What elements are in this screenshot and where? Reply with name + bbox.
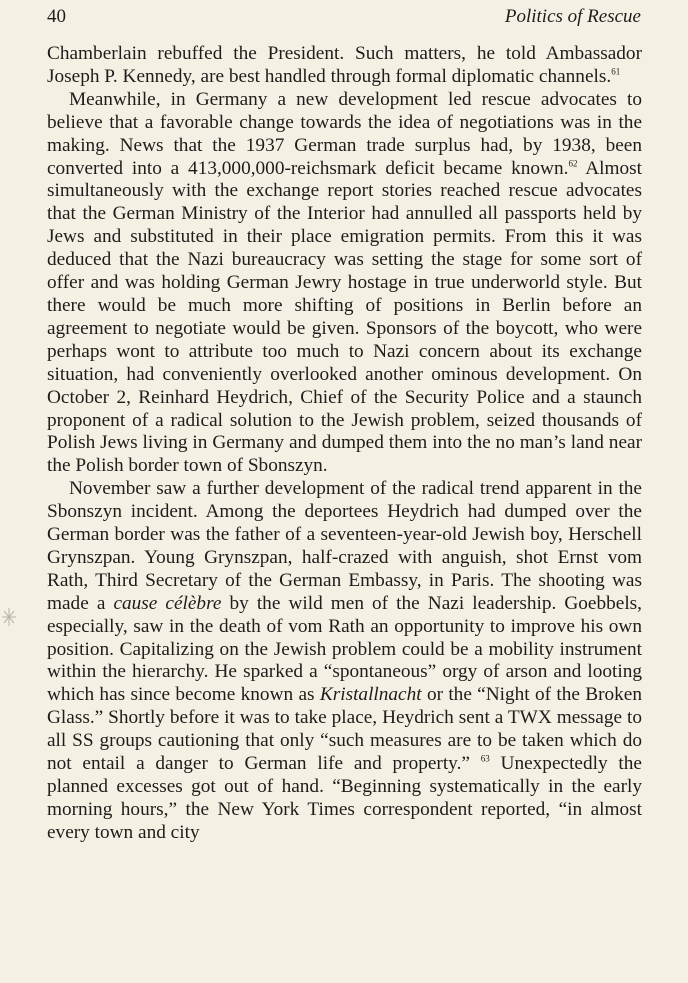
running-head: Politics of Rescue — [504, 6, 641, 27]
text-run: November saw a further development of the radical trend apparent in the Sbonszyn incident. Among the deportees Heydrich had dumped over the German border was the father of a seventeen-year-old Jewish boy, Herschell Grynszpan. Young Grynszpan, half-crazed with anguish, shot Ernst vom Rath, Third Secretary of the German Embassy, in Paris. The shooting was made a — [47, 478, 642, 614]
paragraph-3 — [47, 478, 642, 845]
footnote-ref: 62 — [568, 158, 578, 169]
italic-text: Kristallnacht — [319, 684, 422, 706]
text-run: Chamberlain rebuffed the President. Such matters, he told Ambassador Joseph P. Kennedy, are best handled through formal diplomatic channels. — [47, 43, 642, 87]
text-run: Unexpectedly the planned excesses got out of hand. “Beginning systematically in the early morning hours,” the New York Times correspondent reported, “in almost every town and city — [47, 753, 642, 843]
text-run: or the “Night of the Broken Glass.” Shortly before it was to take place, Heydrich sent a TWX message to all SS groups cautioning that only “such measures are to be taken which do not entail a danger to German life and property.” — [47, 684, 642, 775]
paragraph-1 — [47, 43, 642, 89]
text-run: Meanwhile, in Germany a new development led rescue advocates to believe that a favorable change towards the idea of negotiations was in the making. News that the 1937 German trade surplus had, by 1938, been converted into a 413,000,000-reichsmark deficit became known. — [47, 88, 642, 179]
text-run: Almost simultaneously with the exchange report stories reached rescue advocates that the German Ministry of the Interior had annulled all passports held by Jews and substituted in their place emigration permits. From this it was deduced that the Nazi bureaucracy was setting the stage for some sort of offer and was holding German Jewry hostage in true underworld style. But there would be much more shifting of positions in Berlin before an agreement to negotiate would be given. Sponsors of the boycott, who were perhaps wont to attribute too much to Nazi concern about its exchange situation, had conveniently overlooked another ominous development. On October 2, Reinhard Heydrich, Chief of the Security Police and a staunch proponent of a radical solution to the Jewish problem, seized thousands of Polish Jews living in Germany and dumped them into the no man’s land near the Polish border town of Sbonszyn. — [47, 157, 642, 477]
margin-mark-icon — [0, 603, 18, 631]
page-header — [47, 6, 641, 32]
footnote-ref: 61 — [611, 66, 621, 77]
page-number: 40 — [47, 6, 66, 27]
footnote-ref: 63 — [480, 753, 490, 764]
text-run: by the wild men of the Nazi leadership. Goebbels, especially, saw in the death of vom Rath an opportunity to improve his own position. Capitalizing on the Jewish problem could be a mobility instrument within the hierarchy. He sparked a “spontaneous” orgy of arson and looting which has since become known as — [47, 592, 642, 706]
paragraph-2 — [47, 89, 642, 478]
body-text — [47, 43, 642, 845]
italic-text: cause célèbre — [113, 592, 222, 614]
